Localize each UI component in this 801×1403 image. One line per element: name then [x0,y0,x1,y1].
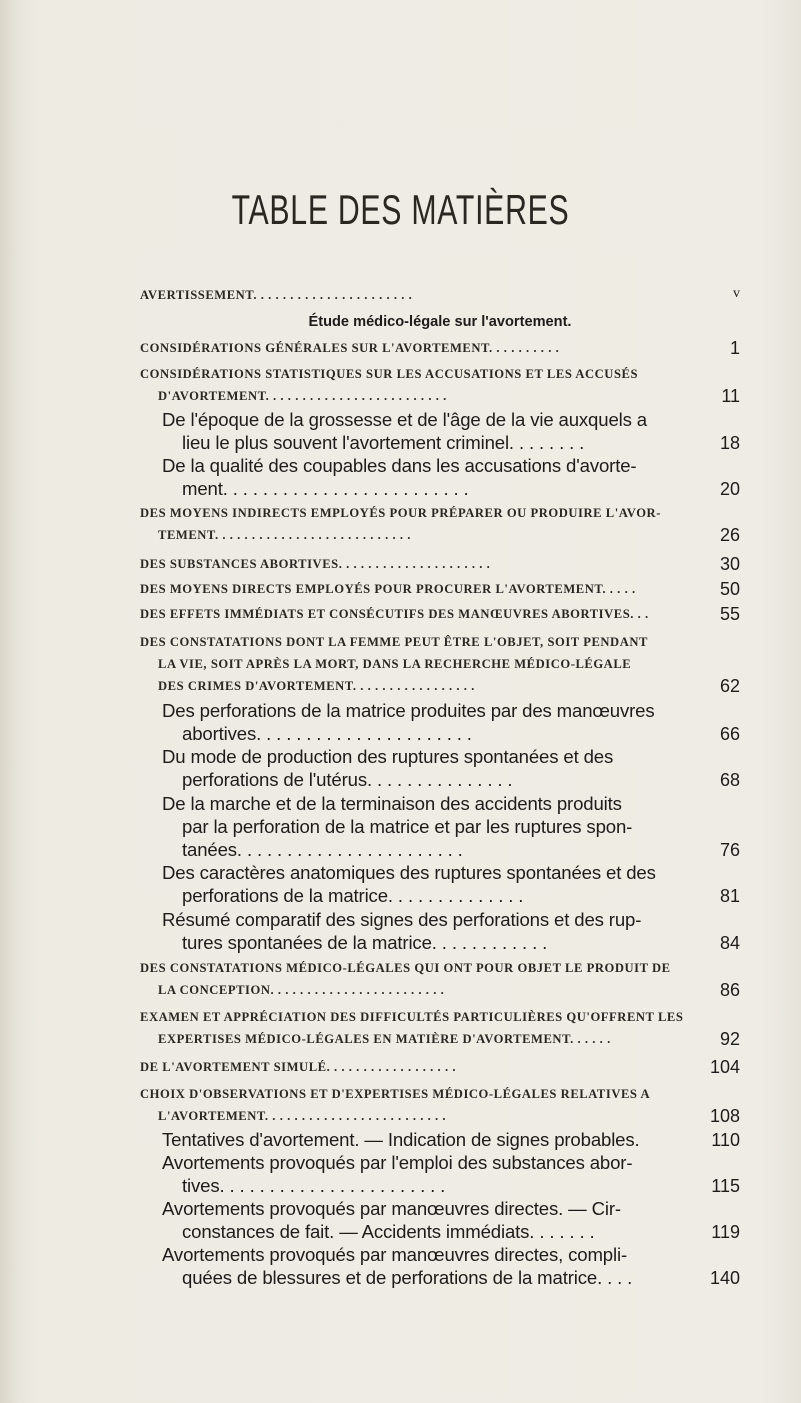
toc-page-number: 115 [711,1176,740,1196]
toc-page-number: 110 [711,1130,740,1150]
toc-subentry-avortements-substances-cont: tives. . . . . . . . . . . . . . . . . . . . . . . [182,1175,446,1196]
toc-subentry-epoque-grossesse-cont: lieu le plus souvent l'avortement criminel. . . . . . . . [182,432,585,453]
toc-entry-avertissement[interactable]: AVERTISSEMENT. . . . . . . . . . . . . . . . . . . . . . [140,288,413,302]
toc-page-number: 50 [719,579,740,599]
toc-subentry-marche-terminaison[interactable]: De la marche et de la terminaison des accidents produits [162,793,622,814]
toc-entry-choix-observations[interactable]: CHOIX D'OBSERVATIONS ET D'EXPERTISES MÉDICO-LÉGALES RELATIVES A [140,1087,651,1101]
toc-page-number: 68 [719,770,740,790]
toc-page-number: 140 [709,1268,740,1288]
toc-subentry-qualite-coupables-cont: ment. . . . . . . . . . . . . . . . . . . . . . . . . [182,478,469,499]
toc-subentry-mode-production-cont: perforations de l'utérus. . . . . . . . . . . . . . . [182,769,513,790]
toc-page-number: 104 [709,1057,740,1077]
toc-entry-moyens-directs[interactable]: DES MOYENS DIRECTS EMPLOYÉS POUR PROCURER L'AVORTEMENT. . . . . [140,582,636,596]
toc-page-number: 66 [719,724,740,744]
toc-subentry-caracteres-anatomiques[interactable]: Des caractères anatomiques des ruptures spontanées et des [162,862,656,883]
toc-entry-avortement-simule[interactable]: DE L'AVORTEMENT SIMULÉ. . . . . . . . . . . . . . . . . . [140,1060,457,1074]
toc-page-number: 119 [711,1222,740,1242]
toc-page-number: 18 [719,433,740,453]
toc-page-number: 55 [719,604,740,624]
toc-entry-constatations-medico-legales-cont: LA CONCEPTION. . . . . . . . . . . . . . . . . . . . . . . . [158,983,445,997]
toc-subentry-caracteres-anatomiques-cont: perforations de la matrice. . . . . . . . . . . . . . [182,885,524,906]
toc-entry-examen-appreciation-cont: EXPERTISES MÉDICO-LÉGALES EN MATIÈRE D'AVORTEMENT. . . . . . [158,1032,611,1046]
toc-subentry-perforations-matrice-cont: abortives. . . . . . . . . . . . . . . . . . . . . . [182,723,472,744]
toc-subentry-avortements-substances[interactable]: Avortements provoqués par l'emploi des substances abor- [162,1152,633,1173]
toc-entry-moyens-indirects[interactable]: DES MOYENS INDIRECTS EMPLOYÉS POUR PRÉPARER OU PRODUIRE L'AVOR- [140,506,661,520]
toc-page-number: 30 [719,554,740,574]
toc-page-number: 76 [719,840,740,860]
toc-page-number: 62 [719,676,740,696]
toc-page-number: 20 [719,479,740,499]
toc-entry-constatations-medico-legales[interactable]: DES CONSTATATIONS MÉDICO-LÉGALES QUI ONT POUR OBJET LE PRODUIT DE [140,961,671,975]
section-heading: Étude médico-légale sur l'avortement. [308,314,572,330]
toc-subentry-manoeuvres-directes[interactable]: Avortements provoqués par manœuvres directes. — Cir- [162,1198,621,1219]
toc-page-number: 92 [719,1029,740,1049]
toc-subentry-manoeuvres-compliquees-cont: quées de blessures et de perforations de la matrice. . . . [182,1267,633,1288]
toc-subentry-epoque-grossesse[interactable]: De l'époque de la grossesse et de l'âge de la vie auxquels a [162,409,647,430]
toc-entry-choix-observations-cont: L'AVORTEMENT. . . . . . . . . . . . . . . . . . . . . . . . . [158,1109,447,1123]
toc-entry-constatations-femme-cont2: DES CRIMES D'AVORTEMENT. . . . . . . . . . . . . . . . . [158,679,475,693]
toc-subentry-perforations-matrice[interactable]: Des perforations de la matrice produites par des manœuvres [162,700,655,721]
toc-page-number: 84 [719,933,740,953]
toc-subentry-marche-terminaison-cont2: tanées. . . . . . . . . . . . . . . . . . . . . . . [182,839,463,860]
toc-subentry-tentatives-avortement[interactable]: Tentatives d'avortement. — Indication de signes probables. [162,1129,640,1150]
toc-page-number: v [733,286,740,301]
toc-entry-considerations-statistiques[interactable]: CONSIDÉRATIONS STATISTIQUES SUR LES ACCUSATIONS ET LES ACCUSÉS [140,367,639,381]
toc-subentry-marche-terminaison-cont: par la perforation de la matrice et par les ruptures spon- [182,816,633,837]
toc-page-number: 108 [709,1106,740,1126]
toc-subentry-resume-comparatif[interactable]: Résumé comparatif des signes des perforations et des rup- [162,909,642,930]
toc-page-number: 11 [721,386,740,406]
toc-entry-constatations-femme-cont: LA VIE, SOIT APRÈS LA MORT, DANS LA RECHERCHE MÉDICO-LÉGALE [158,657,632,671]
toc-subentry-manoeuvres-compliquees[interactable]: Avortements provoqués par manœuvres directes, compli- [162,1244,628,1265]
page-title: TABLE DES MATIÈRES [231,186,570,233]
toc-page-number: 26 [719,525,740,545]
toc-subentry-mode-production[interactable]: Du mode de production des ruptures spontanées et des [162,746,614,767]
toc-page-number: 1 [729,338,740,358]
toc-subentry-resume-comparatif-cont: tures spontanées de la matrice. . . . . . . . . . . . [182,932,548,953]
toc-entry-examen-appreciation[interactable]: EXAMEN ET APPRÉCIATION DES DIFFICULTÉS PARTICULIÈRES QU'OFFRENT LES [140,1010,684,1024]
toc-entry-considerations-statistiques-cont: D'AVORTEMENT. . . . . . . . . . . . . . . . . . . . . . . . . [158,389,447,403]
toc-subentry-manoeuvres-directes-cont: constances de fait. — Accidents immédiats. . . . . . . [182,1221,595,1242]
toc-entry-substances-abortives[interactable]: DES SUBSTANCES ABORTIVES. . . . . . . . . . . . . . . . . . . . . [140,557,491,571]
toc-subentry-qualite-coupables[interactable]: De la qualité des coupables dans les accusations d'avorte- [162,455,637,476]
toc-entry-constatations-femme[interactable]: DES CONSTATATIONS DONT LA FEMME PEUT ÊTRE L'OBJET, SOIT PENDANT [140,635,648,649]
toc-entry-moyens-indirects-cont: TEMENT. . . . . . . . . . . . . . . . . . . . . . . . . . . [158,528,411,542]
toc-page-number: 81 [719,886,740,906]
toc-page-number: 86 [719,980,740,1000]
toc-entry-considerations-generales[interactable]: CONSIDÉRATIONS GÉNÉRALES SUR L'AVORTEMENT. . . . . . . . . . [140,341,560,355]
toc-entry-effets-immediats[interactable]: DES EFFETS IMMÉDIATS ET CONSÉCUTIFS DES MANŒUVRES ABORTIVES. . . [140,607,649,621]
